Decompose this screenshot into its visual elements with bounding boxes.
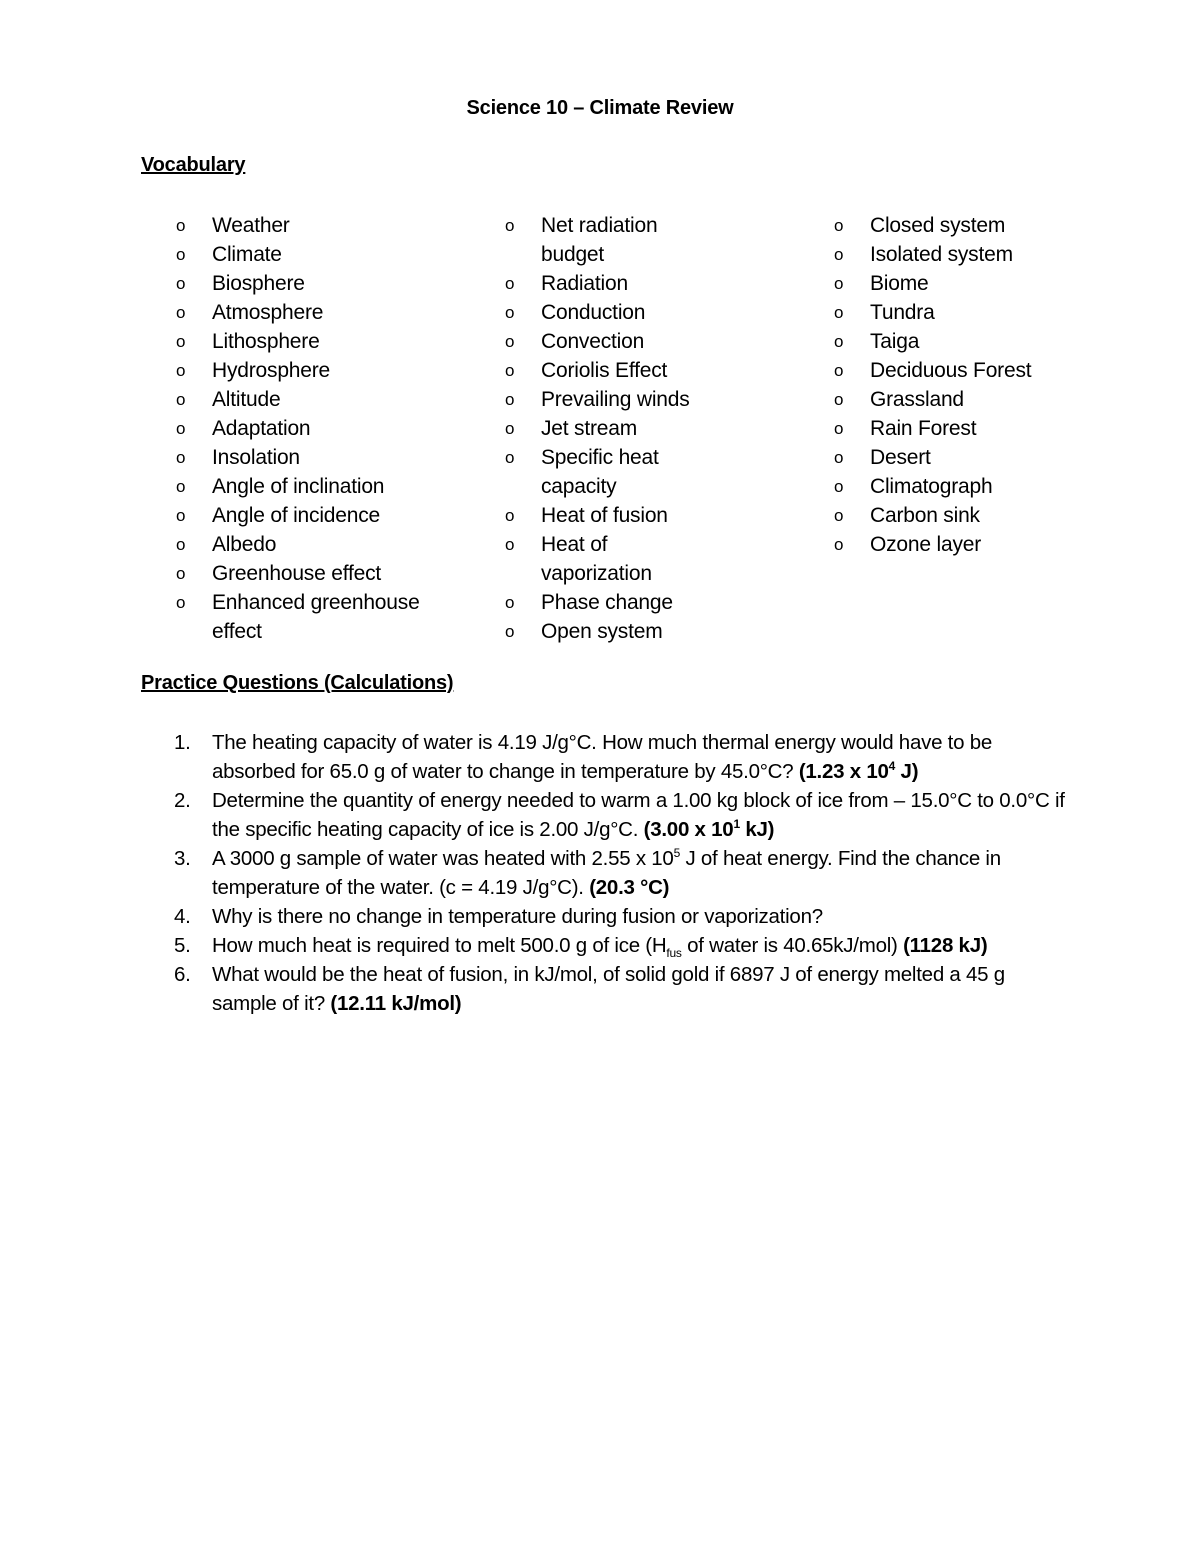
bullet-icon: o (505, 303, 515, 322)
bullet-icon: o (505, 535, 515, 554)
vocabulary-item (834, 443, 1134, 472)
bullet-icon: o (505, 216, 515, 235)
vocabulary-term: Jet stream (541, 417, 638, 440)
vocabulary-term: Weather (212, 214, 290, 237)
bullet-icon: o (505, 274, 515, 293)
vocabulary-item (834, 298, 1134, 327)
bullet-icon: o (834, 477, 844, 496)
vocabulary-term: Open system (541, 620, 663, 643)
vocabulary-term: Heat of vaporization (541, 533, 652, 585)
practice-questions-heading: Practice Questions (Calculations) (141, 672, 454, 694)
question-text: What would be the heat of fusion, in kJ/mol, of solid gold if 6897 J of energy melted a 45 g sample of it? (12.11 kJ/mol) (212, 963, 1005, 1015)
vocabulary-item (176, 240, 476, 269)
question-text: Determine the quantity of energy needed to warm a 1.00 kg block of ice from – 15.0°C to 0.0°C if the specific heating capacity of ice is 2.00 J/g°C. (3.00 x $10^1$ kJ) (212, 789, 1065, 841)
bullet-icon: o (176, 245, 186, 264)
vocabulary-term: Greenhouse effect (212, 562, 381, 585)
vocabulary-term: Radiation (541, 272, 628, 295)
vocabulary-term: Heat of fusion (541, 504, 668, 527)
page-title: Science 10 – Climate Review (466, 97, 734, 119)
vocabulary-term: Hydrosphere (212, 359, 331, 382)
vocabulary-item (505, 617, 805, 646)
vocabulary-item (176, 443, 476, 472)
answer-text: (12.11 kJ/mol) (330, 992, 462, 1015)
vocabulary-item (834, 356, 1134, 385)
question-item (174, 786, 1074, 844)
vocabulary-item (505, 211, 805, 269)
bullet-icon: o (505, 390, 515, 409)
vocabulary-term: Climatograph (870, 475, 993, 498)
vocabulary-term: Atmosphere (212, 301, 324, 324)
bullet-icon: o (176, 448, 186, 467)
question-text: A 3000 g sample of water was heated with 2.55 x $10^5$ J of heat energy. Find the chance in temperature of the water. (c = 4.19 J/g°C). (20.3 °C) (212, 846, 1001, 899)
bullet-icon: o (834, 332, 844, 351)
vocabulary-term: Grassland (870, 388, 964, 411)
question-item (174, 931, 1074, 960)
vocabulary-item (505, 269, 805, 298)
bullet-icon: o (176, 419, 186, 438)
vocabulary-term: Ozone layer (870, 533, 982, 556)
vocabulary-term: Prevailing winds (541, 388, 690, 411)
vocabulary-heading: Vocabulary (141, 154, 246, 176)
vocabulary-term: Carbon sink (870, 504, 980, 527)
vocabulary-item (176, 414, 476, 443)
vocabulary-term: Lithosphere (212, 330, 320, 353)
question-number: 1. (174, 731, 191, 754)
bullet-icon: o (505, 448, 515, 467)
bullet-icon: o (834, 448, 844, 467)
vocabulary-term: Deciduous Forest (870, 359, 1032, 382)
question-number: 4. (174, 905, 191, 928)
question-item (174, 728, 1074, 786)
vocabulary-item (505, 588, 805, 617)
bullet-icon: o (176, 535, 186, 554)
vocabulary-item (505, 327, 805, 356)
vocabulary-item (176, 327, 476, 356)
vocabulary-item (176, 588, 476, 646)
vocabulary-term: Net radiation budget (541, 214, 658, 266)
vocabulary-term: Rain Forest (870, 417, 977, 440)
vocabulary-item (834, 211, 1134, 240)
vocabulary-term: Biome (870, 272, 929, 295)
question-number: 5. (174, 934, 191, 957)
vocabulary-term: Coriolis Effect (541, 359, 668, 382)
vocabulary-item (834, 414, 1134, 443)
vocabulary-item (834, 327, 1134, 356)
bullet-icon: o (176, 274, 186, 293)
question-text: How much heat is required to melt 500.0 g of ice ($H_{fus}$ of water is 40.65kJ/mol) (1128 kJ) (212, 934, 988, 961)
bullet-icon: o (505, 593, 515, 612)
bullet-icon: o (834, 390, 844, 409)
question-text: The heating capacity of water is 4.19 J/g°C. How much thermal energy would have to be absorbed for 65.0 g of water to change in temperature by 45.0°C? (1.23 x $10^4$ J) (212, 731, 993, 783)
vocabulary-item (176, 211, 476, 240)
vocabulary-item (176, 385, 476, 414)
vocabulary-item (176, 530, 476, 559)
question-item (174, 960, 1074, 1018)
bullet-icon: o (176, 390, 186, 409)
vocabulary-term: Phase change (541, 591, 673, 614)
bullet-icon: o (176, 303, 186, 322)
vocabulary-column-2 (505, 211, 805, 646)
vocabulary-term: Convection (541, 330, 645, 353)
vocabulary-item (834, 472, 1134, 501)
vocabulary-term: Enhanced greenhouse effect (212, 591, 420, 643)
vocabulary-term: Angle of incidence (212, 504, 381, 527)
bullet-icon: o (176, 477, 186, 496)
bullet-icon: o (176, 564, 186, 583)
vocabulary-item (176, 559, 476, 588)
vocabulary-item (505, 385, 805, 414)
vocabulary-item (176, 501, 476, 530)
vocabulary-term: Albedo (212, 533, 277, 556)
vocabulary-item (834, 269, 1134, 298)
bullet-icon: o (834, 274, 844, 293)
vocabulary-term: Closed system (870, 214, 1006, 237)
vocabulary-item (505, 443, 805, 501)
vocabulary-term: Taiga (870, 330, 920, 353)
vocabulary-item (505, 414, 805, 443)
question-number: 2. (174, 789, 191, 812)
bullet-icon: o (834, 419, 844, 438)
bullet-icon: o (834, 535, 844, 554)
bullet-icon: o (834, 506, 844, 525)
vocabulary-item (834, 240, 1134, 269)
practice-questions-list (174, 728, 1074, 1018)
answer-text: (1.23 x $10^4$ J) (798, 759, 919, 783)
bullet-icon: o (176, 593, 186, 612)
bullet-icon: o (505, 361, 515, 380)
bullet-icon: o (505, 506, 515, 525)
bullet-icon: o (176, 506, 186, 525)
answer-text: (20.3 °C) (589, 876, 670, 899)
vocabulary-column-3 (834, 211, 1134, 559)
vocabulary-term: Altitude (212, 388, 281, 411)
answer-text: (3.00 x $10^1$ kJ) (643, 817, 775, 841)
bullet-icon: o (834, 245, 844, 264)
vocabulary-item (505, 501, 805, 530)
vocabulary-term: Specific heat capacity (541, 446, 659, 498)
vocabulary-item (176, 269, 476, 298)
vocabulary-item (176, 356, 476, 385)
bullet-icon: o (834, 303, 844, 322)
bullet-icon: o (176, 361, 186, 380)
question-text: Why is there no change in temperature during fusion or vaporization? (212, 905, 823, 928)
bullet-icon: o (505, 332, 515, 351)
vocabulary-item (505, 298, 805, 327)
bullet-icon: o (176, 216, 186, 235)
vocabulary-item (834, 501, 1134, 530)
vocabulary-item (176, 298, 476, 327)
vocabulary-term: Isolated system (870, 243, 1013, 266)
vocabulary-item (505, 356, 805, 385)
vocabulary-term: Adaptation (212, 417, 311, 440)
bullet-icon: o (834, 216, 844, 235)
vocabulary-item (176, 472, 476, 501)
bullet-icon: o (176, 332, 186, 351)
answer-text: (1128 kJ) (903, 934, 988, 957)
bullet-icon: o (505, 419, 515, 438)
question-item (174, 902, 1074, 931)
vocabulary-item (834, 530, 1134, 559)
question-number: 3. (174, 847, 191, 870)
vocabulary-item (505, 530, 805, 588)
vocabulary-term: Climate (212, 243, 282, 266)
vocabulary-term: Biosphere (212, 272, 305, 295)
bullet-icon: o (834, 361, 844, 380)
vocabulary-item (834, 385, 1134, 414)
vocabulary-term: Desert (870, 446, 931, 469)
question-number: 6. (174, 963, 191, 986)
vocabulary-term: Tundra (870, 301, 935, 324)
vocabulary-column-1 (176, 211, 476, 646)
bullet-icon: o (505, 622, 515, 641)
vocabulary-term: Conduction (541, 301, 646, 324)
vocabulary-term: Insolation (212, 446, 300, 469)
vocabulary-term: Angle of inclination (212, 475, 385, 498)
question-item (174, 844, 1074, 902)
